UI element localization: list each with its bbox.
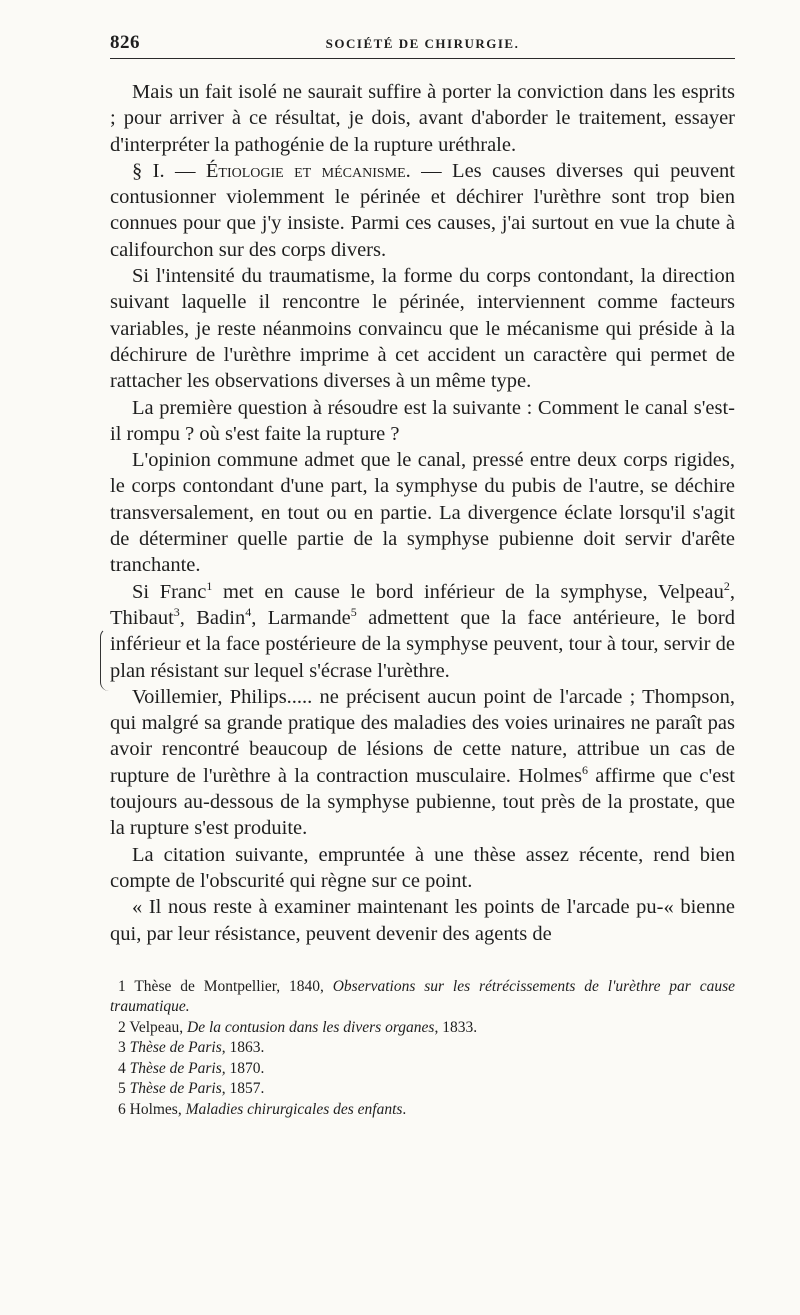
- footnote-text: Velpeau,: [129, 1018, 188, 1036]
- footnote-title: Observations sur les rétrécissements de l'urèthre par cause traumatique.: [110, 977, 735, 1016]
- footnote-title: Maladies chirurgicales des enfants: [185, 1100, 403, 1118]
- paragraph-5: L'opinion commune admet que le canal, pressé entre deux corps rigides, le corps contondant d'une part, la symphyse du pubis de l'autre, se déchire transversalement, en tout ou en partie. La divergence éclate lorsqu'il s'agit de déterminer quelle partie de la symphyse pubienne doit servir d'arête tranchante.: [110, 449, 735, 577]
- text-run: affirme que c'est toujours au-dessous de la symphyse pubienne, tout près de la prostate, que la rupture s'est produite.: [110, 764, 735, 840]
- footnote-title: Thèse de Paris: [129, 1080, 222, 1098]
- text-run: Si Franc: [132, 580, 207, 603]
- footnote-5: [110, 1079, 735, 1100]
- footnote-text: Thèse de Montpellier, 1840,: [134, 977, 333, 995]
- paragraph-9: « Il nous reste à examiner maintenant les points de l'arcade pu-« bienne qui, par leur résistance, peuvent devenir des agents de: [110, 896, 735, 945]
- footnote-text: , 1863.: [221, 1039, 265, 1057]
- paragraph-1: Mais un fait isolé ne saurait suffire à porter la conviction dans les esprits ; pour arriver à ce résultat, je dois, avant d'aborder le traitement, essayer d'interpréter la pathogénie de la rupture uréthrale.: [110, 81, 735, 156]
- book-page: [110, 28, 735, 1120]
- footnote-ref: 1: [206, 578, 213, 593]
- text-run: , Larmande: [251, 606, 351, 629]
- footnotes: [110, 977, 735, 1121]
- paragraph-7: [110, 684, 735, 842]
- footnote-ref: 6: [582, 762, 588, 777]
- footnote-3: [110, 1038, 735, 1059]
- footnote-ref: 4: [245, 605, 252, 620]
- footnote-text: 1870.: [225, 1059, 265, 1077]
- footnote-number: 1: [118, 977, 126, 995]
- margin-bracket-mark: [100, 628, 109, 691]
- text-run: Voillemier, Philips..... ne précisent aucun point de l'arcade ; Thompson, qui malgré sa grande pratique des maladies des voies urinaires ne paraît pas avoir rencontré beaucoup de lésions de cette nature, attribue un cas de rupture de l'urèthre à la contraction musculaire. Holmes: [110, 685, 735, 787]
- footnote-text: .: [402, 1100, 407, 1118]
- paragraph-3: Si l'intensité du traumatisme, la forme du corps contondant, la direction suivant laquelle il rencontre le périnée, interviennent comme facteurs variables, je reste néanmoins convaincu que le mécanisme qui préside à la déchirure de l'urèthre imprime à cet accident un caractère qui permet de rattacher les observations diverses à un même type.: [110, 265, 735, 393]
- paragraph-8: La citation suivante, empruntée à une thèse assez récente, rend bien compte de l'obscurité qui règne sur ce point.: [110, 843, 735, 892]
- text-run: , Thibaut: [110, 580, 735, 629]
- footnote-number: 5: [118, 1080, 126, 1098]
- paragraph-2-text: — Les causes diverses qui peuvent contusionner violemment le périnée et déchirer l'urèthre sont trop bien connues pour que j'y insiste. Parmi ces causes, j'ai surtout en vue la chute à califourchon sur des corps divers.: [110, 159, 736, 261]
- footnote-text: , 1833.: [434, 1018, 478, 1036]
- footnote-1: [110, 977, 735, 1018]
- text-run: met en cause le bord inférieur de la symphyse, Velpeau: [212, 580, 724, 603]
- footnote-title: Thèse de Paris: [129, 1039, 222, 1057]
- paragraph-6: [110, 579, 735, 684]
- footnote-number: 6: [118, 1100, 126, 1118]
- footnote-2: [110, 1018, 735, 1039]
- footnote-ref: 2: [723, 578, 730, 593]
- footnote-ref: 5: [350, 605, 357, 620]
- footnote-number: 3: [118, 1039, 126, 1057]
- footnote-title: De la contusion dans les divers organes: [187, 1018, 435, 1036]
- running-head: [110, 28, 735, 59]
- paragraph-2: [110, 158, 735, 263]
- paragraph-4: La première question à résoudre est la suivante : Comment le canal s'est-il rompu ? où s'est faite la rupture ?: [110, 396, 735, 445]
- footnote-ref: 3: [173, 605, 180, 620]
- header-title: SOCIÉTÉ DE CHIRURGIE.: [325, 36, 520, 51]
- footnote-title: Thèse de Paris,: [129, 1059, 226, 1077]
- text-run: admettent que la face antérieure, le bord inférieur et la face postérieure de la symphyse peuvent, tour à tour, servir de plan résistant sur lequel s'écrase l'urèthre.: [110, 606, 736, 682]
- footnote-4: [110, 1059, 735, 1080]
- page-number: 826: [110, 32, 140, 53]
- section-number: § I. —: [132, 159, 196, 182]
- footnote-text: Holmes,: [129, 1100, 186, 1118]
- text-run: , Badin: [179, 606, 246, 629]
- footnote-6: [110, 1100, 735, 1121]
- footnote-number: 2: [118, 1018, 126, 1036]
- footnote-text: , 1857.: [221, 1080, 265, 1098]
- section-heading: Étiologie et mécanisme.: [205, 159, 411, 182]
- body-text: [110, 79, 735, 947]
- footnote-number: 4: [118, 1059, 126, 1077]
